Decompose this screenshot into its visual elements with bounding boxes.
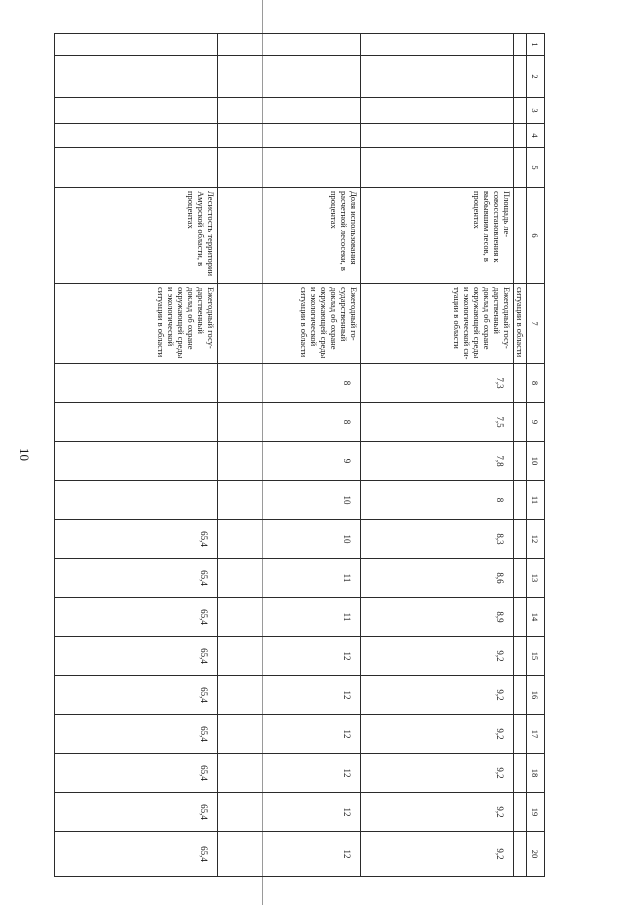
value-cell: 9 bbox=[218, 442, 361, 481]
header-cell: 16 bbox=[527, 676, 545, 715]
header-cell: 9 bbox=[527, 403, 545, 442]
header-cell: 1 bbox=[527, 34, 545, 56]
value-cell: 9,2 bbox=[361, 676, 514, 715]
header-cell: 3 bbox=[527, 98, 545, 124]
value-cell: 12 bbox=[218, 832, 361, 877]
value-cell: 10 bbox=[218, 481, 361, 520]
value-cell: 9,2 bbox=[361, 832, 514, 877]
header-cell: 6 bbox=[527, 188, 545, 284]
value-cell: 65,4 bbox=[55, 520, 218, 559]
value-cell: 12 bbox=[218, 676, 361, 715]
value-cell: 7,5 bbox=[361, 403, 514, 442]
value-cell: 9,2 bbox=[361, 715, 514, 754]
value-cell: 65,4 bbox=[55, 637, 218, 676]
rotated-table-wrapper bbox=[87, 33, 545, 875]
header-cell: 15 bbox=[527, 637, 545, 676]
value-cell: 11 bbox=[218, 598, 361, 637]
header-cell: 10 bbox=[527, 442, 545, 481]
value-cell: 8,3 bbox=[361, 520, 514, 559]
table-row bbox=[55, 34, 218, 877]
value-cell: 9,2 bbox=[361, 754, 514, 793]
value-cell: 8,6 bbox=[361, 559, 514, 598]
value-cell: 65,4 bbox=[55, 676, 218, 715]
header-cell: 11 bbox=[527, 481, 545, 520]
value-cell: 10 bbox=[218, 520, 361, 559]
value-cell: 65,4 bbox=[55, 832, 218, 877]
value-cell: 12 bbox=[218, 637, 361, 676]
value-cell: 9,2 bbox=[361, 793, 514, 832]
value-cell: 65,4 bbox=[55, 793, 218, 832]
value-cell: 9,2 bbox=[361, 637, 514, 676]
column-number-row bbox=[527, 34, 545, 877]
carry-over-text: ситуации в области bbox=[514, 284, 527, 364]
value-cell bbox=[55, 403, 218, 442]
indicator-name: Лесистость территории Амурской области, в процентах bbox=[55, 188, 218, 284]
table-row bbox=[514, 34, 527, 877]
data-source: Ежегодный государственный доклад об охране окружающей среды и экологической ситуации в области bbox=[55, 284, 218, 364]
data-source: Ежегодный государственный доклад об охране окружающей среды и экологической ситуации в области bbox=[361, 284, 514, 364]
page-number: 10 bbox=[17, 448, 32, 461]
value-cell: 8 bbox=[361, 481, 514, 520]
header-cell: 2 bbox=[527, 56, 545, 98]
value-cell: 65,4 bbox=[55, 559, 218, 598]
value-cell: 65,4 bbox=[55, 715, 218, 754]
table-row bbox=[218, 34, 361, 877]
indicators-table bbox=[54, 33, 545, 877]
value-cell: 8,9 bbox=[361, 598, 514, 637]
header-cell: 17 bbox=[527, 715, 545, 754]
value-cell: 7,8 bbox=[361, 442, 514, 481]
header-cell: 8 bbox=[527, 364, 545, 403]
header-cell: 5 bbox=[527, 148, 545, 188]
value-cell: 12 bbox=[218, 715, 361, 754]
table-row bbox=[361, 34, 514, 877]
value-cell bbox=[55, 442, 218, 481]
value-cell: 12 bbox=[218, 754, 361, 793]
indicator-name: Площадь лесовосстановления к выбывшим лесов, в процентах bbox=[361, 188, 514, 284]
value-cell: 12 bbox=[218, 793, 361, 832]
header-cell: 4 bbox=[527, 124, 545, 148]
header-cell: 19 bbox=[527, 793, 545, 832]
data-source: Ежегодный государственный доклад об охране окружающей среды и экологической ситуации в области bbox=[218, 284, 361, 364]
indicator-name: Доля использования расчетной лесосеки, в процентах bbox=[218, 188, 361, 284]
header-cell: 13 bbox=[527, 559, 545, 598]
value-cell: 65,4 bbox=[55, 754, 218, 793]
header-cell: 20 bbox=[527, 832, 545, 877]
value-cell: 7,3 bbox=[361, 364, 514, 403]
header-cell: 14 bbox=[527, 598, 545, 637]
value-cell: 8 bbox=[218, 364, 361, 403]
value-cell: 11 bbox=[218, 559, 361, 598]
rotated-table-frame bbox=[87, 33, 545, 875]
header-cell: 12 bbox=[527, 520, 545, 559]
value-cell: 65,4 bbox=[55, 598, 218, 637]
value-cell: 8 bbox=[218, 403, 361, 442]
value-cell bbox=[55, 364, 218, 403]
value-cell bbox=[55, 481, 218, 520]
header-cell: 18 bbox=[527, 754, 545, 793]
header-cell: 7 bbox=[527, 284, 545, 364]
